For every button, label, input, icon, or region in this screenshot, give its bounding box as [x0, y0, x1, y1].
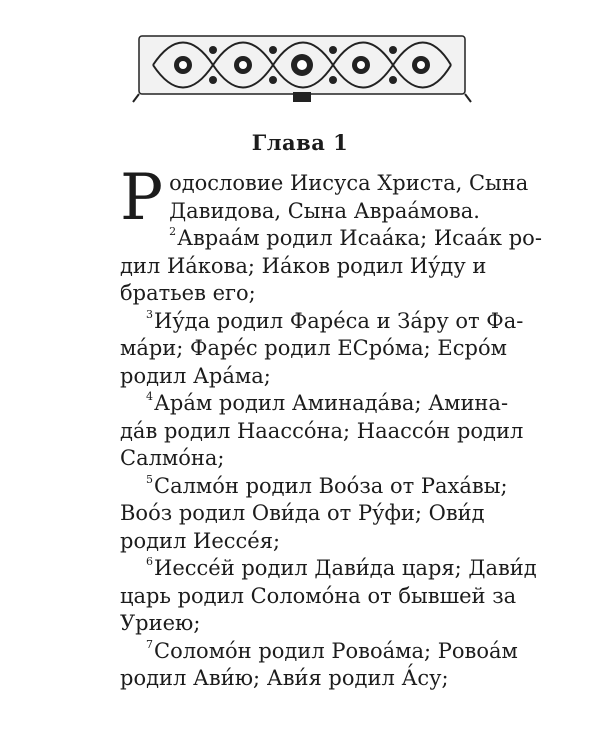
- verse-number: 3: [146, 307, 153, 321]
- verse: [120, 555, 537, 638]
- text-line: Воо́з родил Ови́да от Ру́фи; Ови́д: [120, 501, 485, 525]
- text-line: [120, 472, 508, 501]
- verse-number: 5: [146, 472, 153, 486]
- chapter-heading: Глава 1: [251, 130, 349, 155]
- text-line: Давидова, Сына Авраа́мова.: [169, 198, 480, 223]
- verse-text: Ара́м родил Аминада́ва; Амина-: [154, 391, 509, 415]
- verse-text: Авраа́м родил Исаа́ка; Исаа́к ро-: [177, 226, 542, 250]
- text-line: братьев его;: [120, 281, 256, 305]
- text-line: [120, 637, 518, 666]
- verse: [120, 307, 524, 391]
- text-line: одословие Иисуса Христа, Сына: [169, 171, 529, 195]
- verse-text: Соломо́н родил Ровоа́ма; Ровоа́м: [154, 638, 518, 663]
- text-line: дил Иа́кова; Иа́ков родил Иу́ду и: [120, 253, 487, 278]
- decorative-header-ornament: [133, 30, 471, 104]
- text-line: царь родил Соломо́на от бывшей за: [120, 583, 517, 608]
- verse-text: Иессе́й родил Дави́да царя; Дави́д: [154, 556, 537, 580]
- verse: [120, 225, 542, 308]
- verse: [120, 472, 508, 556]
- text-line: [120, 555, 537, 583]
- verse: [120, 390, 524, 473]
- verse: [120, 637, 518, 693]
- text-line: родил Ара́ма;: [120, 363, 271, 388]
- text-line: [120, 225, 542, 253]
- verse-number: 7: [146, 637, 153, 651]
- text-line: Уриею;: [120, 611, 201, 635]
- text-line: [120, 390, 509, 418]
- verse-number: 6: [146, 555, 153, 568]
- text-line: [120, 307, 524, 336]
- text-line: ма́ри; Фаре́с родил ЕСро́ма; Есро́м: [120, 336, 507, 360]
- intro-paragraph: [120, 161, 529, 235]
- text-line: да́в родил Наассо́на; Наассо́н родил: [120, 418, 524, 443]
- drop-cap: Р: [120, 161, 164, 235]
- verse-text: Иу́да родил Фаре́са и За́ру от Фа-: [154, 308, 524, 333]
- scripture-text: [120, 161, 542, 693]
- text-line: родил Иессе́я;: [120, 528, 281, 553]
- verse-number: 2: [169, 225, 177, 238]
- verse-text: Салмо́н родил Воо́за от Раха́вы;: [154, 473, 508, 498]
- text-line: родил Ави́ю; Ави́я родил А́су;: [120, 666, 449, 690]
- verse-number: 4: [146, 390, 153, 403]
- text-line: Салмо́на;: [120, 446, 225, 470]
